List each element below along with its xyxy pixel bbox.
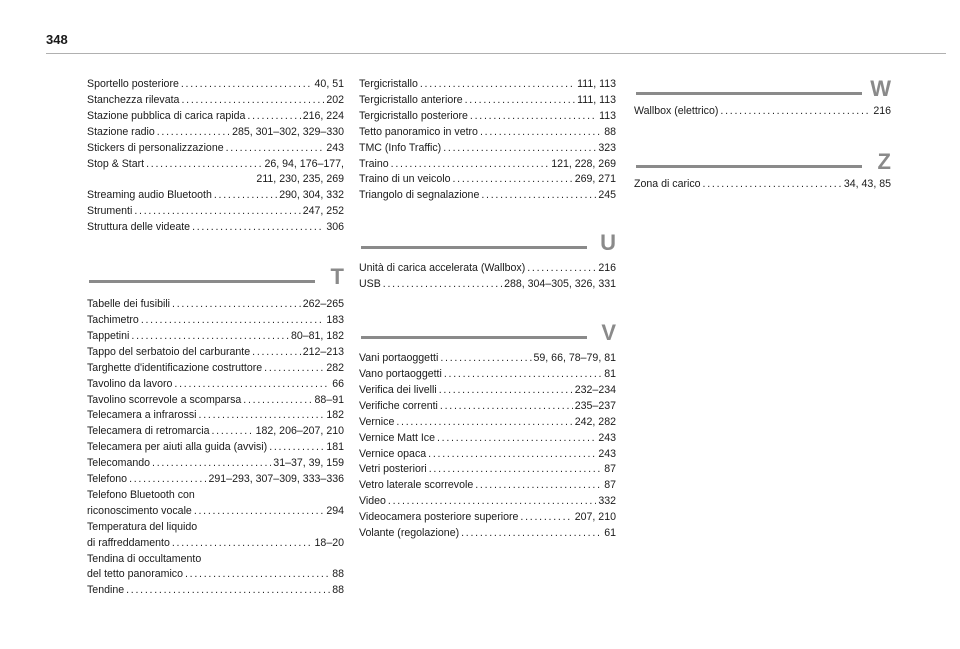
entry-term: Telecamera a infrarossi (87, 409, 197, 422)
entry-term: Vetro laterale scorrevole (359, 479, 474, 492)
entry-term: del tetto panoramico (87, 568, 183, 581)
entry-pages: 294 (326, 504, 344, 517)
entry-pages: 216 (873, 105, 891, 117)
index-entry (359, 157, 616, 173)
index-entry (359, 172, 616, 188)
index-entry (87, 504, 344, 520)
dot-leader (429, 462, 602, 478)
dot-leader (174, 377, 330, 393)
entry-pages: 31–37, 39, 159 (273, 457, 344, 470)
entry-pages: 88 (332, 584, 344, 597)
index-entry (87, 125, 344, 141)
dot-leader (157, 125, 230, 141)
index-entry (87, 377, 344, 393)
dot-leader (420, 77, 575, 93)
entry-pages: 242, 282 (574, 415, 616, 428)
entry-pages: 269, 271 (574, 173, 616, 186)
entry-term: Tappetini (87, 329, 130, 342)
index-entry (359, 447, 616, 463)
index-entries-t (87, 297, 344, 599)
section-rule (636, 92, 862, 95)
index-entry (87, 204, 344, 220)
section-header-w (634, 70, 891, 104)
entry-pages: 34, 43, 85 (843, 177, 891, 190)
entry-pages: 288, 304–305, 326, 331 (504, 278, 616, 291)
entry-pages: 207, 210 (574, 511, 616, 524)
entry-pages: 243 (598, 447, 616, 460)
entry-term: Stop & Start (87, 157, 145, 170)
entry-pages: 182, 206–207, 210 (255, 425, 344, 438)
dot-leader (172, 536, 313, 552)
section-rule (361, 246, 587, 249)
entry-term: TMC (Info Traffic) (359, 141, 442, 154)
dot-leader (428, 447, 596, 463)
entry-pages: 262–265 (302, 298, 344, 311)
entry-term: Tappo del serbatoio del carburante (87, 345, 251, 358)
entry-pages: 59, 66, 78–79, 81 (533, 352, 616, 365)
index-entry (359, 399, 616, 415)
entry-term: Stazione pubblica di carica rapida (87, 109, 246, 122)
index-entries-u (359, 261, 616, 293)
index-entry (87, 567, 344, 583)
entry-pages: 235–237 (574, 399, 616, 412)
index-column-2 (359, 77, 616, 542)
dot-leader (465, 93, 575, 109)
entry-term: Tachimetro (87, 313, 139, 326)
dot-leader (252, 345, 301, 361)
index-entry (87, 141, 344, 157)
entry-term: Struttura delle videate (87, 221, 191, 234)
dot-leader (396, 415, 572, 431)
entry-term: Wallbox (elettrico) (634, 105, 719, 117)
entry-pages: 332 (598, 495, 616, 508)
entry-term: Tavolino scorrevole a scomparsa (87, 393, 242, 406)
index-entry (359, 494, 616, 510)
entry-term: Stickers di personalizzazione (87, 141, 224, 154)
entry-term-line: Telefono Bluetooth con (87, 488, 195, 501)
dot-leader (243, 393, 312, 409)
entry-pages: 243 (326, 141, 344, 154)
section-header-v (359, 314, 616, 348)
entry-term: Vano portaoggetti (359, 367, 442, 380)
entry-term: Vernice (359, 415, 395, 428)
dot-leader (264, 361, 324, 377)
section-rule (636, 165, 862, 168)
dot-leader (720, 104, 871, 120)
dot-leader (475, 478, 602, 494)
index-entry (359, 415, 616, 431)
entry-term: Tergicristallo anteriore (359, 93, 463, 106)
index-entry (87, 77, 344, 93)
dot-leader (440, 351, 531, 367)
entry-pages: 88–91 (314, 393, 344, 406)
index-entries-w (634, 104, 891, 120)
index-entry (359, 478, 616, 494)
entry-pages: 121, 228, 269 (551, 157, 616, 170)
entry-term: Vernice opaca (359, 447, 427, 460)
entry-term: Tabelle dei fusibili (87, 298, 171, 311)
dot-leader (452, 172, 572, 188)
entry-pages: 111, 113 (577, 78, 616, 90)
dot-leader (470, 109, 597, 125)
entry-term: di raffreddamento (87, 536, 170, 549)
entry-term: Vernice Matt Ice (359, 431, 435, 444)
entry-pages: 113 (599, 109, 616, 122)
entry-pages: 285, 301–302, 329–330 (232, 125, 344, 138)
index-entry (359, 77, 616, 93)
entry-pages: 61 (604, 527, 616, 540)
index-entry (359, 526, 616, 542)
dot-leader (185, 567, 330, 583)
entry-term: Volante (regolazione) (359, 527, 460, 540)
entry-term: Telefono (87, 473, 128, 486)
index-entry (87, 297, 344, 313)
entry-term: Unità di carica accelerata (Wallbox) (359, 262, 526, 275)
section-letter: W (870, 76, 891, 101)
index-column-3 (634, 70, 891, 193)
index-entry (359, 277, 616, 293)
index-column-1 (87, 77, 344, 599)
dot-leader (131, 329, 289, 345)
index-entries (359, 77, 616, 204)
dot-leader (247, 109, 300, 125)
entry-pages: 216, 224 (302, 109, 344, 122)
dot-leader (437, 431, 596, 447)
entry-pages: 323 (598, 141, 616, 154)
index-entry (634, 177, 891, 193)
dot-leader (146, 157, 262, 173)
entry-term: Verifiche correnti (359, 399, 438, 412)
index-entries-v (359, 351, 616, 542)
section-rule (89, 280, 315, 283)
dot-leader (520, 510, 572, 526)
index-entry (359, 125, 616, 141)
entry-term: Vani portaoggetti (359, 352, 439, 365)
entry-pages: 282 (326, 361, 344, 374)
entry-term: USB (359, 278, 381, 291)
entry-pages: 216 (598, 262, 616, 275)
section-letter: U (600, 230, 616, 256)
entry-pages: 88 (604, 125, 616, 138)
index-entry (87, 329, 344, 345)
dot-leader (199, 408, 325, 424)
entry-pages-continued: 211, 230, 235, 269 (256, 173, 344, 186)
index-entry (87, 93, 344, 109)
entry-pages: 18–20 (314, 536, 344, 549)
entry-term: Tavolino da lavoro (87, 377, 173, 390)
index-entry (87, 345, 344, 361)
index-entry (359, 141, 616, 157)
dot-leader (391, 157, 550, 173)
entry-term: Tergicristallo posteriore (359, 109, 468, 122)
index-entry (87, 456, 344, 472)
entry-pages: 291–293, 307–309, 333–336 (208, 473, 344, 486)
entry-term: Vetri posteriori (359, 463, 427, 476)
entry-term: Tergicristallo (359, 78, 418, 90)
entry-term: Sportello posteriore (87, 78, 179, 90)
index-entry (87, 583, 344, 599)
index-entry (359, 431, 616, 447)
dot-leader (461, 526, 602, 542)
entry-pages: 232–234 (574, 383, 616, 396)
entry-term-line: Tendina di occultamento (87, 552, 202, 565)
index-entry (359, 109, 616, 125)
dot-leader (703, 177, 842, 193)
dot-leader (443, 141, 596, 157)
entry-pages: 81 (604, 367, 616, 380)
page-number: 348 (46, 32, 68, 47)
entry-pages: 243 (598, 431, 616, 444)
entry-pages: 181 (326, 441, 344, 454)
dot-leader (444, 367, 602, 383)
entry-term: Zona di carico (634, 177, 701, 190)
section-header-u (359, 224, 616, 258)
entry-term: Traino (359, 157, 389, 170)
entry-pages: 202 (326, 93, 344, 106)
dot-leader (214, 188, 277, 204)
section-letter: V (601, 320, 616, 346)
entry-pages: 245 (598, 189, 616, 202)
dot-leader (192, 220, 324, 236)
entry-pages: 66 (332, 377, 344, 390)
index-entry (87, 393, 344, 409)
index-entry (634, 104, 891, 120)
dot-leader (226, 141, 325, 157)
entry-term: Strumenti (87, 205, 133, 218)
entry-term: Telecamera per aiuti alla guida (avvisi) (87, 441, 268, 454)
dot-leader (141, 313, 325, 329)
entry-pages: 111, 113 (577, 93, 616, 106)
index-entry (359, 383, 616, 399)
entry-term: Video (359, 495, 386, 508)
index-entry (87, 440, 344, 456)
entry-term: Telecamera di retromarcia (87, 425, 210, 438)
index-entry (359, 462, 616, 478)
entry-pages: 40, 51 (314, 78, 344, 90)
entry-term: Videocamera posteriore superiore (359, 511, 519, 524)
entry-pages: 306 (326, 221, 344, 234)
section-header-t (87, 258, 344, 292)
entry-term: Telecomando (87, 457, 151, 470)
index-entry (87, 220, 344, 236)
index-entry (359, 261, 616, 277)
entry-pages: 87 (604, 463, 616, 476)
dot-leader (152, 456, 271, 472)
entry-term: Traino di un veicolo (359, 173, 451, 186)
entry-pages: 80–81, 182 (290, 329, 344, 342)
entry-term: Stazione radio (87, 125, 155, 138)
dot-leader (181, 93, 324, 109)
dot-leader (134, 204, 300, 220)
entry-pages: 183 (326, 313, 344, 326)
index-entry (87, 472, 344, 488)
index-entries-z (634, 177, 891, 193)
section-letter: T (330, 264, 344, 290)
entry-term-line: Temperatura del liquido (87, 520, 198, 533)
index-entry (87, 408, 344, 424)
dot-leader (481, 188, 596, 204)
entry-pages: 26, 94, 176–177, (264, 157, 344, 170)
header-divider (46, 53, 946, 54)
entry-term: Streaming audio Bluetooth (87, 189, 212, 202)
section-header-z (634, 143, 891, 177)
index-entry (87, 536, 344, 552)
entry-term: Tendine (87, 584, 125, 597)
section-rule (361, 336, 587, 339)
entry-pages: 212–213 (302, 345, 344, 358)
entry-pages: 290, 304, 332 (279, 189, 344, 202)
dot-leader (440, 399, 573, 415)
index-entry (359, 188, 616, 204)
dot-leader (439, 383, 573, 399)
dot-leader (383, 277, 502, 293)
index-entry (87, 361, 344, 377)
index-entry (87, 157, 344, 173)
index-entries (87, 77, 344, 236)
entry-term: Stanchezza rilevata (87, 93, 180, 106)
dot-leader (269, 440, 324, 456)
dot-leader (388, 494, 596, 510)
dot-leader (480, 125, 602, 141)
index-entry (359, 93, 616, 109)
entry-term: Targhette d'identificazione costruttore (87, 361, 263, 374)
dot-leader (181, 77, 313, 93)
entry-term: Triangolo di segnalazione (359, 189, 480, 202)
index-entry (87, 313, 344, 329)
index-entry (359, 510, 616, 526)
entry-pages: 182 (326, 409, 344, 422)
dot-leader (172, 297, 301, 313)
index-entry (87, 109, 344, 125)
dot-leader (126, 583, 330, 599)
section-letter: Z (877, 148, 891, 174)
entry-pages: 88 (332, 568, 344, 581)
entry-pages: 87 (604, 479, 616, 492)
dot-leader (194, 504, 325, 520)
dot-leader (527, 261, 596, 277)
entry-pages: 247, 252 (302, 205, 344, 218)
index-entry (87, 188, 344, 204)
entry-term: Verifica dei livelli (359, 383, 437, 396)
index-entry (87, 424, 344, 440)
dot-leader (129, 472, 206, 488)
entry-term: riconoscimento vocale (87, 504, 192, 517)
index-entry (359, 351, 616, 367)
index-entry (359, 367, 616, 383)
dot-leader (211, 424, 253, 440)
entry-term: Tetto panoramico in vetro (359, 125, 478, 138)
